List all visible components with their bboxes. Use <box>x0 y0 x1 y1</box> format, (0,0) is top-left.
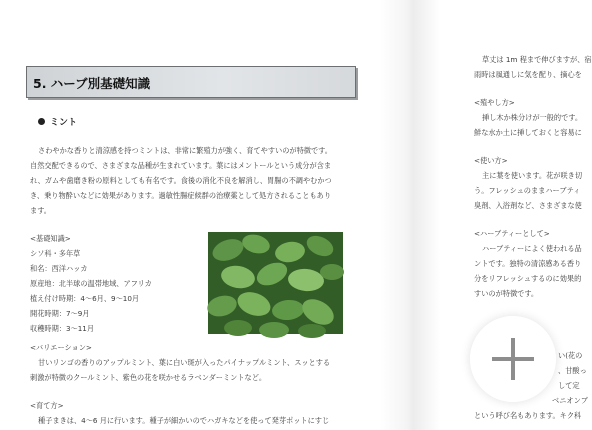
basic-info-line: 収穫時期：3～11月 <box>30 324 95 333</box>
right-line: 挿し木か株分けが一般的です。 <box>482 113 583 122</box>
variation-heading: <バリエーション> <box>30 343 92 352</box>
right-line: 草丈は 1m 程まで伸びますが、宿 <box>482 55 592 64</box>
basic-info-line: 原産地：北半球の温帯地域、アフリカ <box>30 279 152 288</box>
bullet-icon <box>38 118 45 125</box>
right-line: 主に葉を使います。花が咲き切 <box>482 171 583 180</box>
section-title: 5. ハーブ別基礎知識 <box>33 76 151 91</box>
plus-icon <box>511 338 515 380</box>
zoom-in-button[interactable] <box>470 316 556 402</box>
intro-line: ます。 <box>30 206 51 215</box>
right-line: ントです。独特の清涼感ある香り <box>474 259 582 268</box>
basic-info-line: 植え付け時期：4～6月、9～10月 <box>30 294 140 303</box>
right-line: 、甘酸っ <box>558 366 587 375</box>
variation-line: 甘いリンゴの香りのアップルミント、葉に白い斑が入ったパイナップルミント、スッとする <box>38 358 331 367</box>
section-header <box>26 66 356 98</box>
growing-heading: <育て方> <box>30 401 64 410</box>
intro-line: 自然交配できるので、さまざまな品種が生まれています。葉にはメントールという成分が含ま <box>30 161 332 170</box>
mint-photo <box>208 232 343 334</box>
intro-line: さわやかな香りと清涼感を持つミントは、非常に繁殖力が強く、育てやすいのが特徴です。 <box>38 146 332 155</box>
right-line: う。フレッシュのままハーブティ <box>474 186 581 195</box>
right-heading: <殖やし方> <box>474 98 515 107</box>
intro-line: れ、ガムや歯磨き粉の原料としても有名です。食後の消化不良を解消し、胃腸の不調やむかつ <box>30 176 332 185</box>
growing-line: 種子まきは、4～6 月に行います。種子が細かいのでハガキなどを使って発芽ポットにすじ <box>38 416 330 425</box>
right-line: 雨時は風通しに気を配り、摘心を <box>474 70 582 79</box>
basic-info-line: 和名：西洋ハッカ <box>30 264 88 273</box>
right-line: すいのが特徴です。 <box>474 289 539 298</box>
right-line: 鮮な水か土に挿しておくと容易に <box>474 128 582 137</box>
page-gutter <box>380 0 440 430</box>
right-line: ベニオンブ <box>552 396 588 405</box>
right-line: い(花の <box>558 351 583 360</box>
right-heading: <ハーブティーとして> <box>474 229 550 238</box>
basic-info-line: シソ科・多年草 <box>30 249 81 258</box>
right-line: ハーブティーによく使われる品 <box>482 244 582 253</box>
basic-info-heading: <基礎知識> <box>30 234 71 243</box>
right-line: 臭剤、入浴剤など、さまざまな使 <box>474 201 582 210</box>
right-line: して定 <box>558 381 580 390</box>
basic-info-line: 開花時期：7～9月 <box>30 309 90 318</box>
right-line: という呼び名もあります。キク科 <box>474 411 582 420</box>
intro-line: き、乗り物酔いなどに効果があります。過敏性腸症候群の治療薬として処方されることもあり <box>30 191 332 200</box>
sub-heading: ミント <box>50 118 78 128</box>
variation-line: 刺激が特徴のクールミント、紫色の花を咲かせるラベンダーミントなど。 <box>30 373 267 382</box>
right-heading: <使い方> <box>474 156 508 165</box>
right-line: 分をリフレッシュするのに効果的 <box>474 274 582 283</box>
